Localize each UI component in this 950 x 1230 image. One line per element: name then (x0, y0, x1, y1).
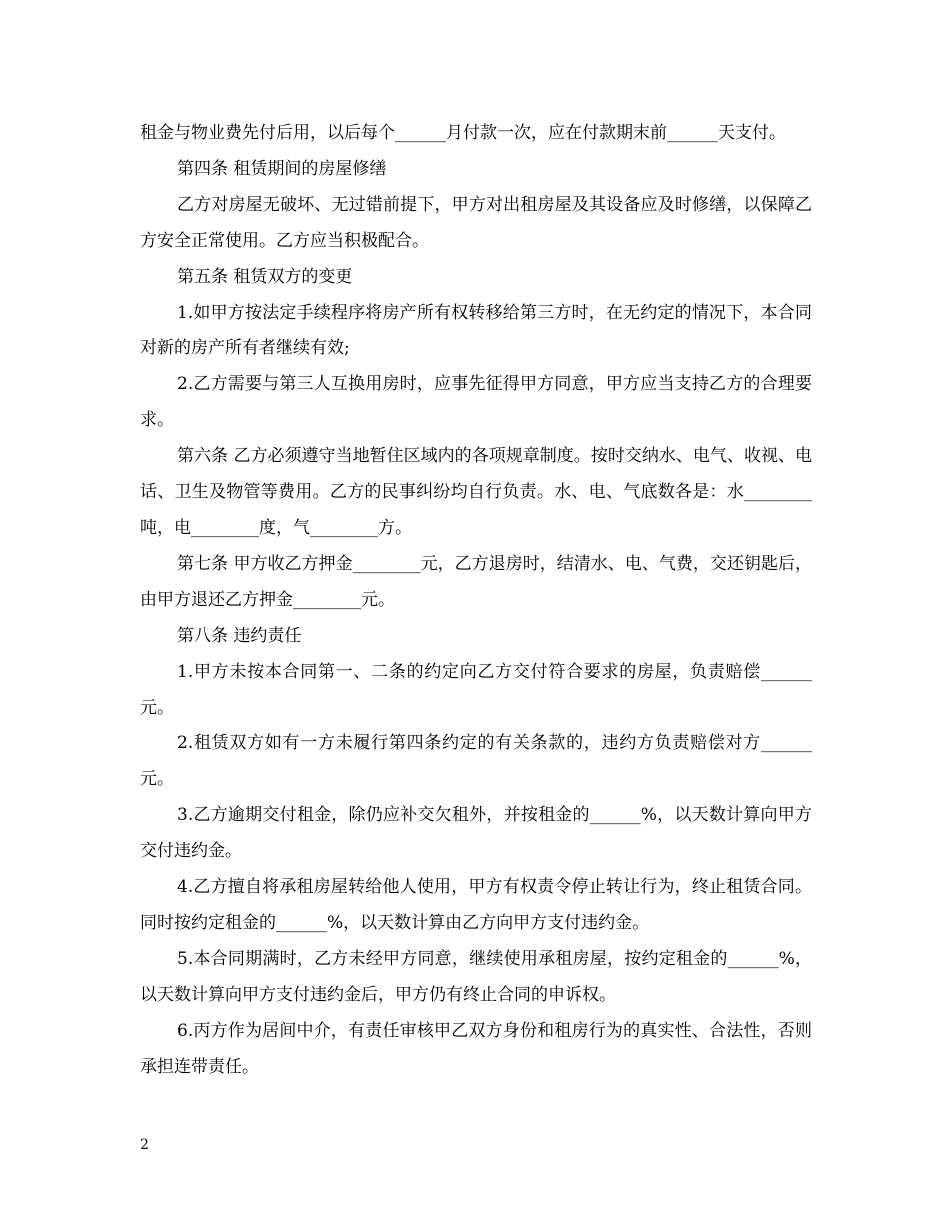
breach-clause-4: 4.乙方擅自将承租房屋转给他人使用，甲方有权责令停止转让行为，终止租赁合同。同时按约定租金的______%，以天数计算由乙方向甲方支付违约金。 (140, 877, 812, 933)
breach-clause-2: 2.租赁双方如有一方未履行第四条约定的有关条款的，违约方负责赔偿对方______元。 (140, 733, 812, 790)
paragraph-ownership-transfer: 1.如甲方按法定手续程序将房产所有权转移给第三方时，在无约定的情况下，本合同对新的房产所有者继续有效; (140, 302, 812, 359)
article-6-paragraph: 第六条 乙方必须遵守当地暂住区域内的各项规章制度。按时交纳水、电气、收视、电话、卫生及物管等费用。乙方的民事纠纷均自行负责。水、电、气底数各是：水________吨，电________度，气________方。 (140, 446, 812, 538)
paragraph-housing-exchange: 2.乙方需要与第三人互换用房时，应事先征得甲方同意，甲方应当支持乙方的合理要求。 (140, 374, 812, 431)
paragraph-repairs: 乙方对房屋无破坏、无过错前提下，甲方对出租房屋及其设备应及时修缮，以保障乙方安全正常使用。乙方应当积极配合。 (140, 194, 812, 251)
breach-clause-6: 6.丙方作为居间中介，有责任审核甲乙双方身份和租房行为的真实性、合法性，否则承担连带责任。 (140, 1020, 812, 1077)
breach-clause-1: 1.甲方未按本合同第一、二条的约定向乙方交付符合要求的房屋，负责赔偿______元。 (140, 661, 812, 718)
page-number: 2 (140, 1137, 149, 1153)
breach-clause-3: 3.乙方逾期交付租金，除仍应补交欠租外，并按租金的______%，以天数计算向甲方交付违约金。 (140, 805, 812, 862)
paragraph-rent-payment: 租金与物业费先付后用，以后每个______月付款一次，应在付款期末前______天支付。 (140, 123, 786, 143)
article-4-heading: 第四条 租赁期间的房屋修缮 (177, 158, 387, 179)
breach-clause-5: 5.本合同期满时，乙方未经甲方同意，继续使用承租房屋，按约定租金的______%，以天数计算向甲方支付违约金后，甲方仍有终止合同的申诉权。 (140, 948, 812, 1005)
article-7-paragraph: 第七条 甲方收乙方押金________元，乙方退房时，结清水、电、气费，交还钥匙后，由甲方退还乙方押金________元。 (140, 553, 812, 610)
contract-body (140, 116, 812, 1085)
article-5-heading: 第五条 租赁双方的变更 (177, 266, 353, 287)
article-8-heading: 第八条 违约责任 (177, 625, 302, 646)
